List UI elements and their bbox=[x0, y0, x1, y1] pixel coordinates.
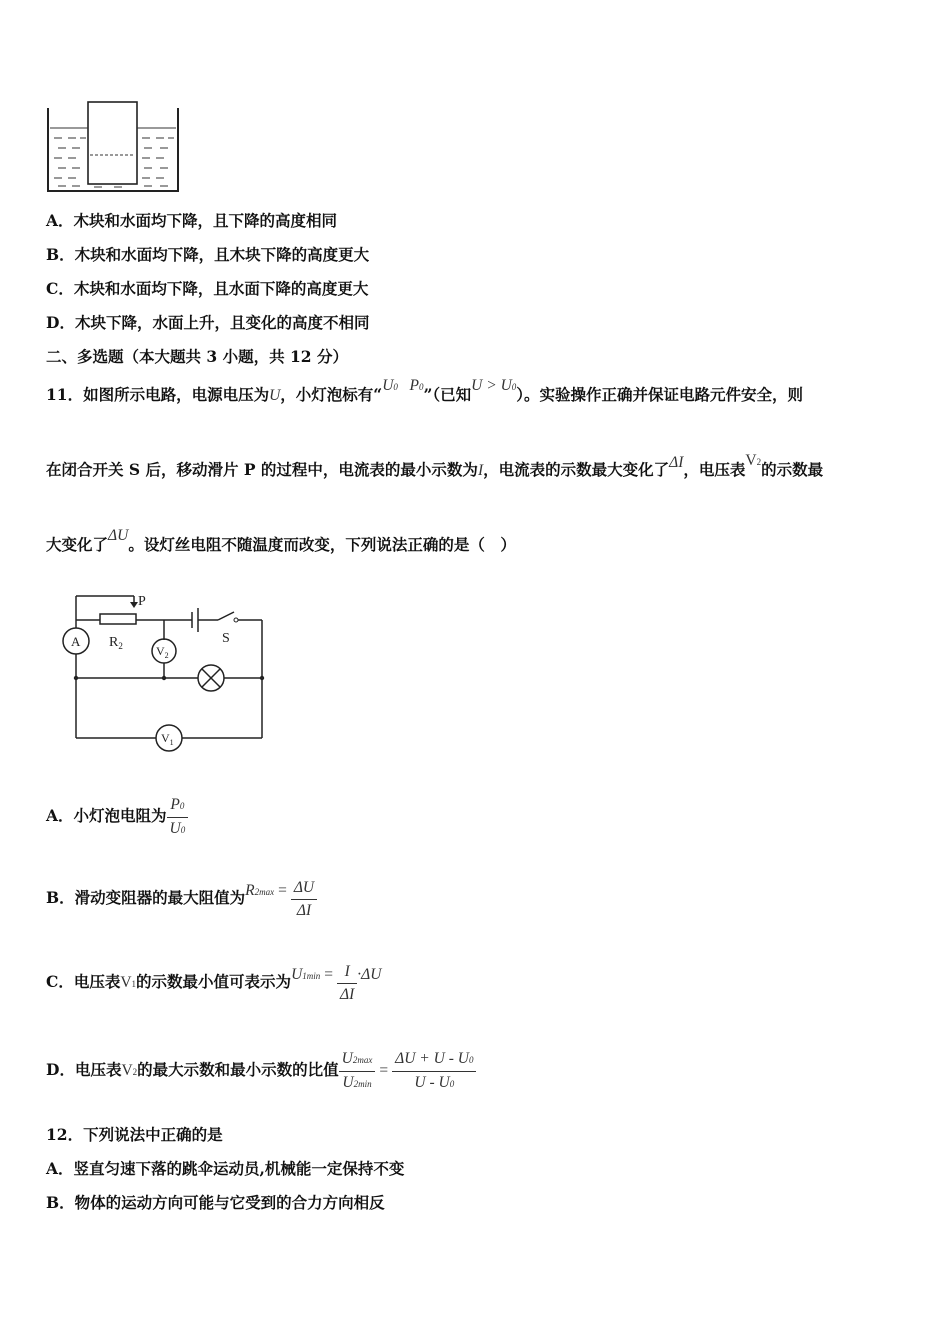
q11-option-c: C．电压表V1的示数最小值可表示为U1min = $\frac{I}{\Delta I}$ ·ΔU bbox=[46, 962, 382, 1003]
ammeter-label: A bbox=[71, 634, 81, 649]
q10-option-c: C．木块和水面均下降，且水面下降的高度更大 bbox=[46, 279, 369, 298]
q11-option-b: B．滑动变阻器的最大阻值为R2max = $\frac{\Delta U}{\Delta I}$ bbox=[46, 874, 317, 924]
voltmeter-v1-label: $V_1$ bbox=[161, 731, 174, 747]
section-title: 二、多选题（本大题共 3 小题，共 12 分） bbox=[46, 347, 348, 366]
q11-line-1: 11．如图所示电路，电源电压为U，小灯泡标有“U0 P0”（已知U > U0）。实验操作正确并保证电路元件安全，则 bbox=[46, 377, 804, 404]
q12-title: 12．下列说法中正确的是 bbox=[46, 1125, 223, 1144]
q10-option-d: D．木块下降，水面上升，且变化的高度不相同 bbox=[46, 313, 370, 332]
q11-line-3: 大变化了ΔU。设灯丝电阻不随温度而改变，下列说法正确的是（ ） bbox=[46, 527, 516, 554]
label-p: P bbox=[138, 594, 146, 609]
q11-option-d: D．电压表V2的最大示数和最小示数的比值 $\frac{U2\max}{U2\min}$ = $\frac{\Delta U + U - U0}{U - U0}$ bbox=[46, 1042, 476, 1100]
q12-option-a: A．竖直匀速下落的跳伞运动员,机械能一定保持不变 bbox=[46, 1159, 405, 1178]
voltmeter-v2-label: $V_2$ bbox=[156, 644, 169, 660]
label-r2: $R_2$ bbox=[109, 635, 123, 651]
beaker-figure bbox=[44, 98, 184, 196]
q11-option-a: A．小灯泡电阻为 $\frac{P0}{U0}$ bbox=[46, 792, 188, 841]
circuit-diagram bbox=[58, 588, 273, 752]
q12-option-b: B．物体的运动方向可能与它受到的合力方向相反 bbox=[46, 1193, 385, 1212]
label-s: S bbox=[222, 631, 230, 646]
q10-option-b: B．木块和水面均下降，且木块下降的高度更大 bbox=[46, 245, 370, 264]
q11-line-2: 在闭合开关 S 后，移动滑片 P 的过程中，电流表的最小示数为I，电流表的示数最大变化了ΔI，电压表V2的示数最 bbox=[46, 452, 824, 479]
q10-option-a: A．木块和水面均下降，且下降的高度相同 bbox=[46, 211, 338, 230]
